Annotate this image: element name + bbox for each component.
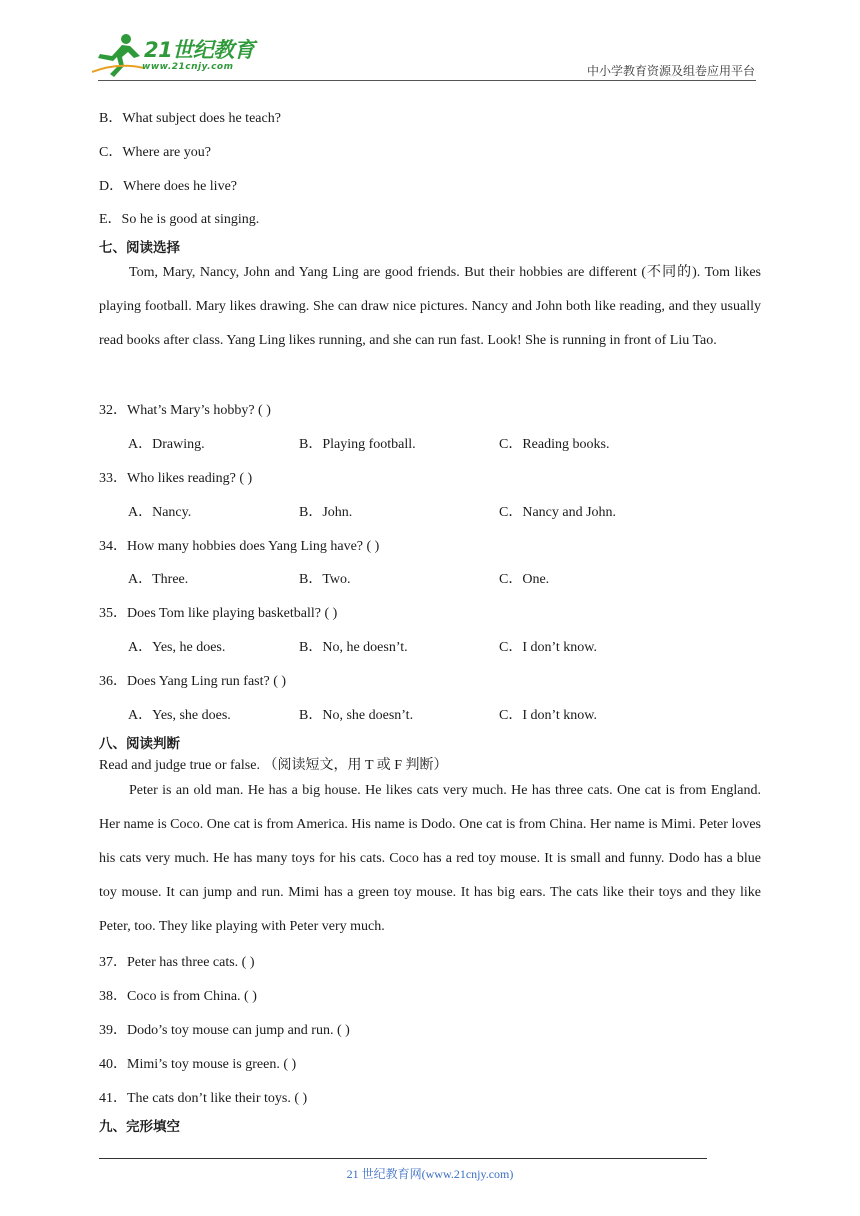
q36-option-b: B．No, she doesn’t. — [299, 708, 414, 723]
page-header — [0, 0, 860, 86]
q35-option-b: B．No, he doesn’t. — [299, 640, 408, 655]
q33-option-a: A．Nancy. — [128, 505, 192, 520]
prev-option-b: B．What subject does he teach? — [99, 111, 281, 126]
statement-37: 37．Peter has three cats. ( ) — [99, 955, 255, 970]
section-7-passage: Tom, Mary, Nancy, John and Yang Ling are good friends. But their hobbies are different (不同的). Tom likes playing football. Mary likes drawing. She can draw nice pictures. Nancy and John both like reading, and they usually read books after class. Yang Ling likes running, and she can run fast. Look! She is running in front of Liu Tao. — [99, 265, 761, 348]
logo-text: 21世纪教育 — [144, 38, 255, 62]
section-8-title: 八、阅读判断 — [99, 736, 180, 752]
statement-41: 41．The cats don’t like their toys. ( ) — [99, 1091, 308, 1106]
q34-option-a: A．Three. — [128, 572, 189, 587]
statement-38: 38．Coco is from China. ( ) — [99, 989, 257, 1004]
section-9-title: 九、完形填空 — [99, 1119, 180, 1135]
section-7-title: 七、阅读选择 — [99, 240, 180, 256]
statement-40: 40．Mimi’s toy mouse is green. ( ) — [99, 1057, 297, 1072]
prev-option-e: E．So he is good at singing. — [99, 212, 260, 227]
runner-logo-icon — [92, 32, 144, 78]
q32-option-a: A．Drawing. — [128, 437, 205, 452]
question-33: 33．Who likes reading? ( ) — [99, 471, 253, 486]
q36-option-a: A．Yes, she does. — [128, 708, 231, 723]
question-34: 34．How many hobbies does Yang Ling have? ( ) — [99, 539, 380, 554]
footer-divider — [99, 1158, 707, 1159]
q35-option-a: A．Yes, he does. — [128, 640, 226, 655]
section-8-passage: Peter is an old man. He has a big house. He likes cats very much. He has three cats. One cat is from England. Her name is Coco. One cat is from America. His name is Dodo. One cat is from China. Her name is Mimi. Peter loves his cats very much. He has many toys for his cats. Coco has a red toy mouse. It is small and funny. Dodo has a blue toy mouse. It can jump and run. Mimi has a green toy mouse. It has big ears. The cats like their toys and they like Peter, too. They like playing with Peter very much. — [99, 783, 761, 934]
section-8-instruction: Read and judge true or false. （阅读短文，用 T 或 F 判断） — [99, 758, 448, 773]
q32-option-c: C．Reading books. — [499, 437, 610, 452]
logo-url: www.21cnjy.com — [142, 62, 234, 72]
q36-option-c: C．I don’t know. — [499, 708, 597, 723]
q32-option-b: B．Playing football. — [299, 437, 416, 452]
prev-option-c: C．Where are you? — [99, 145, 211, 160]
q34-option-b: B．Two. — [299, 572, 351, 587]
q35-option-c: C．I don’t know. — [499, 640, 597, 655]
question-36: 36．Does Yang Ling run fast? ( ) — [99, 674, 287, 689]
footer-text: 21 世纪教育网(www.21cnjy.com) — [346, 1167, 514, 1181]
question-35: 35．Does Tom like playing basketball? ( ) — [99, 606, 338, 621]
platform-title: 中小学教育资源及组卷应用平台 — [586, 64, 755, 78]
statement-39: 39．Dodo’s toy mouse can jump and run. ( ) — [99, 1023, 350, 1038]
question-32: 32．What’s Mary’s hobby? ( ) — [99, 403, 271, 418]
q34-option-c: C．One. — [499, 572, 550, 587]
q33-option-b: B．John. — [299, 505, 353, 520]
site-logo — [92, 32, 262, 78]
q33-option-c: C．Nancy and John. — [499, 505, 617, 520]
prev-option-d: D．Where does he live? — [99, 179, 237, 194]
header-divider — [98, 80, 756, 81]
